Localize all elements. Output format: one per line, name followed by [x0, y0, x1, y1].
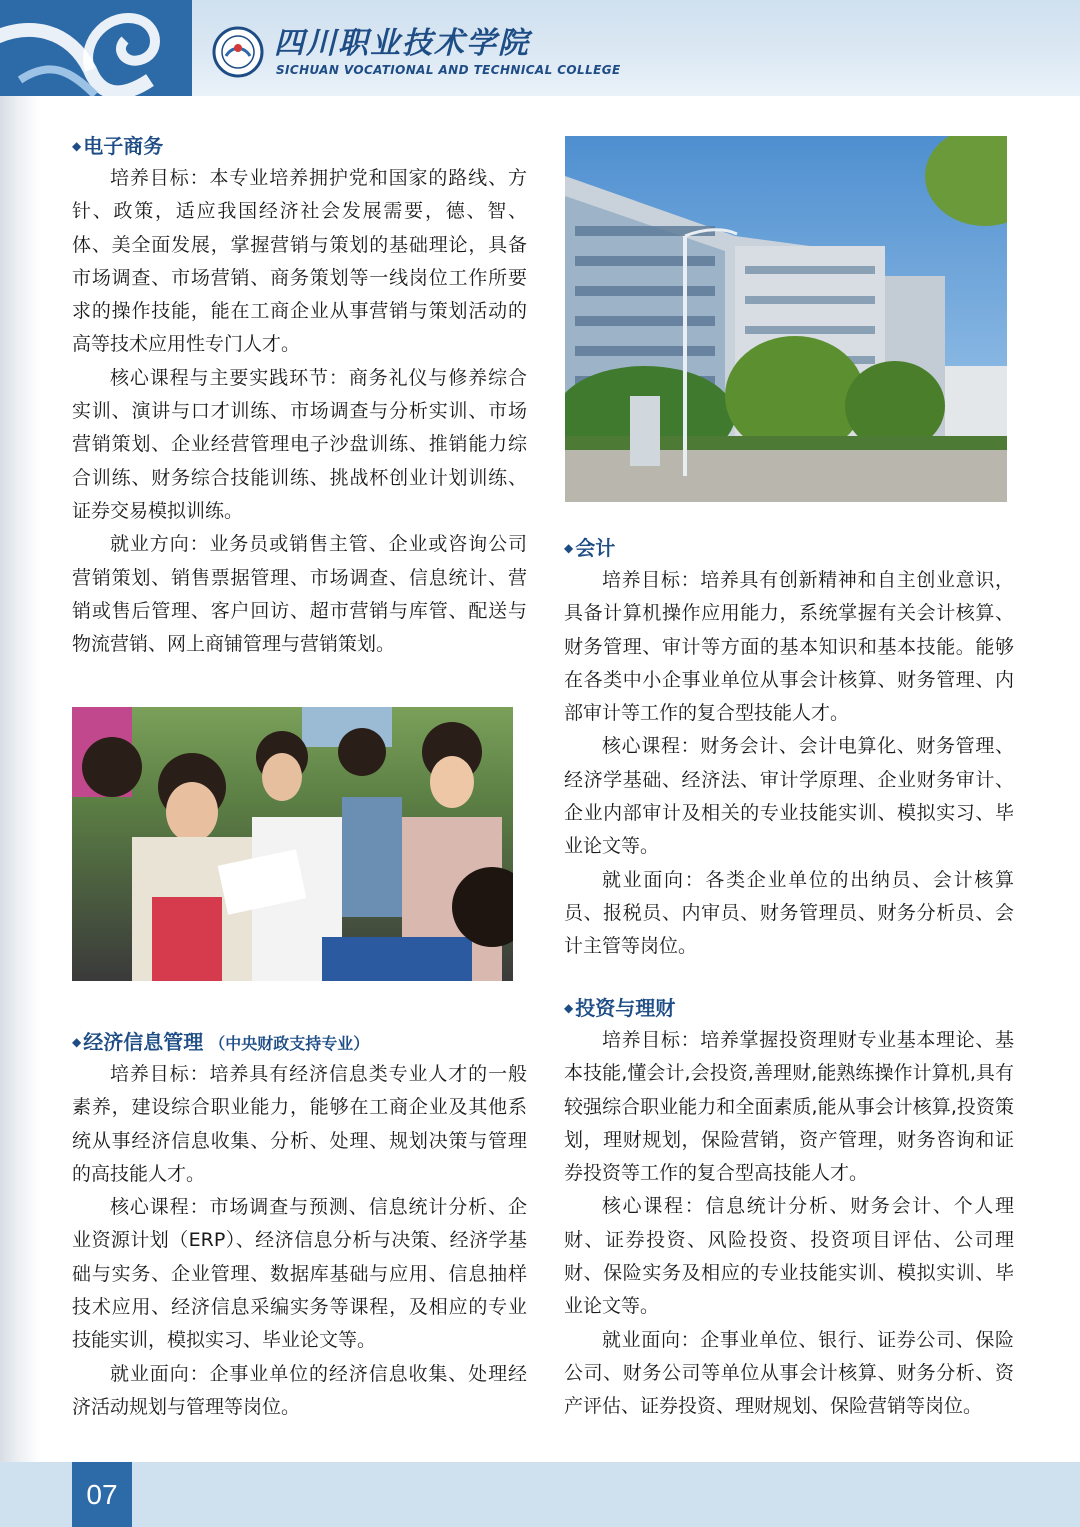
section-note: （中央财政支持专业） [209, 1034, 370, 1053]
photo-campus-building [565, 136, 1007, 502]
page-number: 07 [72, 1462, 132, 1527]
diamond-bullet-icon: ◆ [72, 1035, 82, 1049]
paragraph-courses: 核心课程与主要实践环节：商务礼仪与修养综合实训、演讲与口才训练、市场调查与分析实训、市场营销策划、企业经营管理电子沙盘训练、推销能力综合训练、财务综合技能训练、挑战杯创业计划训练、证券交易模拟训练。 [72, 366, 527, 522]
paragraph-career: 就业面向：各类企业单位的出纳员、会计核算员、报税员、内审员、财务管理员、财务分析员、会计主管等岗位。 [564, 868, 1014, 958]
photo-students [72, 707, 513, 981]
diamond-bullet-icon: ◆ [564, 1001, 574, 1015]
diamond-bullet-icon: ◆ [564, 541, 574, 555]
page-footer [0, 1462, 1080, 1527]
page-header [0, 0, 1080, 96]
section-econ-info [72, 1026, 527, 1424]
paragraph-career: 就业面向：企事业单位、银行、证券公司、保险公司、财务公司等单位从事会计核算、财务分析、资产评估、证券投资、理财规划、保险营销等岗位。 [564, 1328, 1014, 1418]
paragraph-career: 就业面向：企事业单位的经济信息收集、处理经济活动规划与管理等岗位。 [72, 1362, 527, 1418]
diamond-bullet-icon: ◆ [72, 139, 82, 153]
paragraph-goal: 培养目标：培养具有经济信息类专业人才的一般素养，建设综合职业能力，能够在工商企业及其他系统从事经济信息收集、分析、处理、规划决策与管理的高技能人才。 [72, 1063, 527, 1185]
binding-spine [0, 96, 40, 1462]
paragraph-career: 就业方向：业务员或销售主管、企业或咨询公司营销策划、销售票据管理、市场调查、信息统计、营销或售后管理、客户回访、超市营销与库管、配送与物流营销、网上商铺管理与营销策划。 [72, 533, 527, 656]
paragraph-courses: 核心课程：财务会计、会计电算化、财务管理、经济学基础、经济法、审计学原理、企业财务审计、企业内部审计及相关的专业技能实训、模拟实习、毕业论文等。 [564, 735, 1014, 858]
paragraph-courses: 核心课程：市场调查与预测、信息统计分析、企业资源计划（ERP）、经济信息分析与决策、经济学基础与实务、企业管理、数据库基础与应用、信息抽样技术应用、经济信息采编实务等课程，及相应的专业技能实训，模拟实习、毕业论文等。 [72, 1196, 527, 1352]
paragraph-goal: 培养目标：本专业培养拥护党和国家的路线、方针、政策，适应我国经济社会发展需要，德、智、体、美全面发展，掌握营销与策划的基础理论，具备市场调查、市场营销、商务策划等一线岗位工作所要求的操作技能，能在工商企业从事营销与策划活动的高等技术应用性专门人才。 [72, 167, 527, 356]
section-title: ◆ 电子商务 [72, 134, 164, 158]
section-investment [564, 992, 1014, 1424]
section-accounting [564, 532, 1014, 964]
college-emblem-icon [212, 26, 264, 78]
section-ecommerce [72, 130, 527, 661]
college-name-cn: 四川职业技术学院 [274, 26, 530, 61]
paragraph-goal: 培养目标：培养具有创新精神和自主创业意识，具备计算机操作应用能力，系统掌握有关会计核算、财务管理、审计等方面的基本知识和基本技能。能够在各类中小企事业单位从事会计核算、财务管理、内部审计等工作的复合型技能人才。 [564, 569, 1014, 725]
wave-swirl-icon [0, 0, 192, 96]
section-title: ◆ 经济信息管理 （中央财政支持专业） [72, 1030, 370, 1054]
paragraph-goal: 培养目标：培养掌握投资理财专业基本理论、基本技能,懂会计,会投资,善理财,能熟练操作计算机,具有较强综合职业能力和全面素质,能从事会计核算,投资策划，理财规划，保险营销，资产管理，财务咨询和证券投资等工作的复合型高技能人才。 [564, 1029, 1014, 1185]
section-title: ◆ 会计 [564, 536, 616, 560]
section-title: ◆ 投资与理财 [564, 996, 676, 1020]
college-name-en: SICHUAN VOCATIONAL AND TECHNICAL COLLEGE [276, 63, 621, 77]
paragraph-courses: 核心课程：信息统计分析、财务会计、个人理财、证券投资、风险投资、投资项目评估、公司理财、保险实务及相应的专业技能实训、模拟实训、毕业论文等。 [564, 1195, 1014, 1318]
